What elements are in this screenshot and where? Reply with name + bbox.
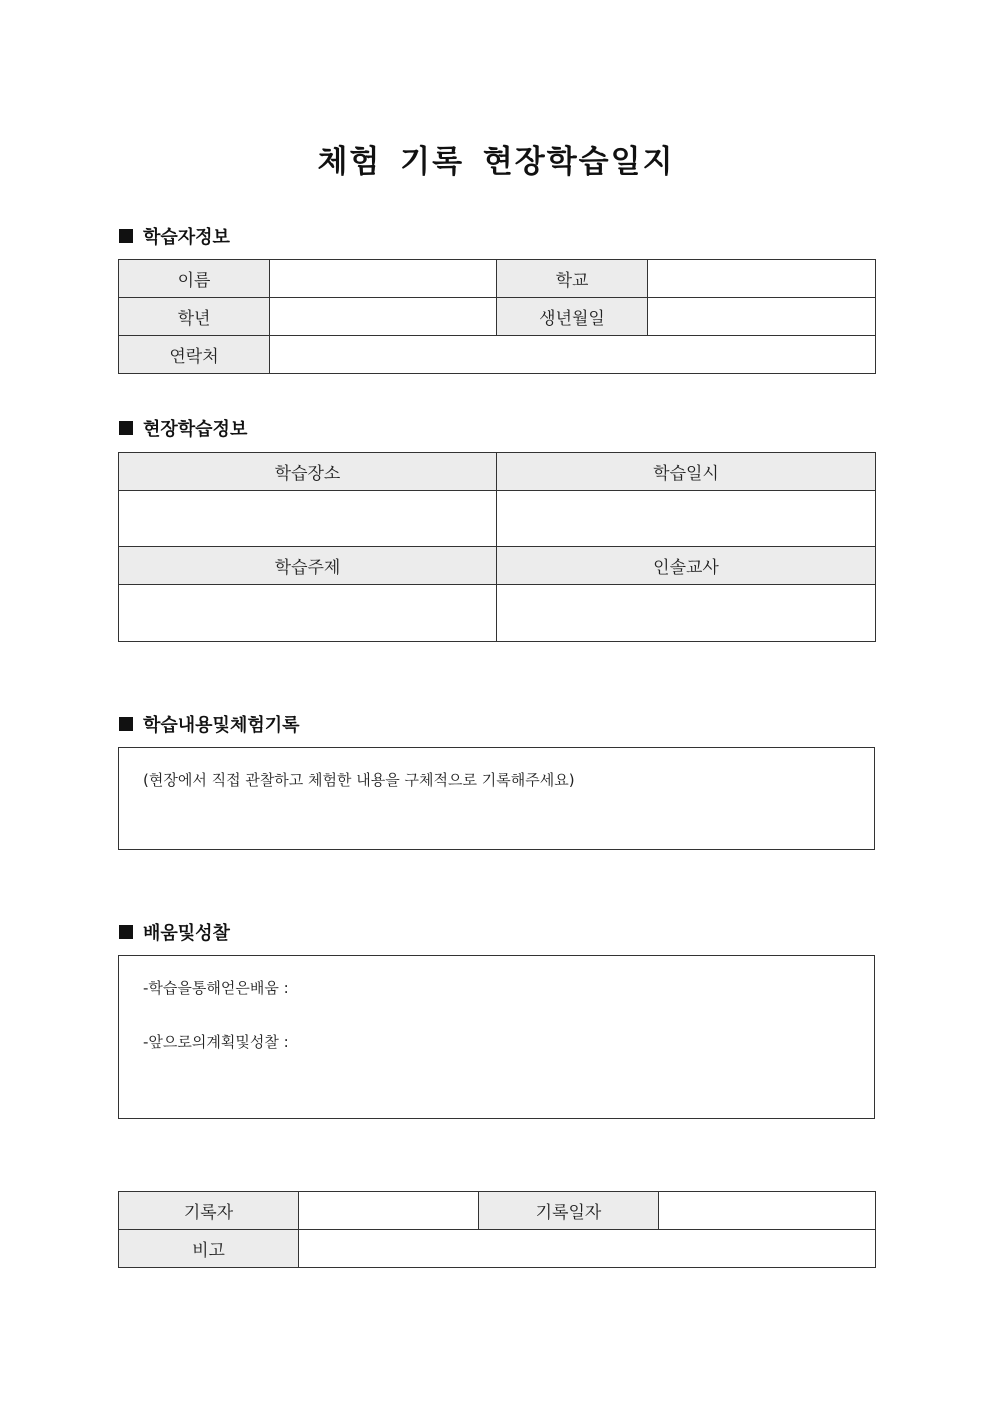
- field-info-heading-text: 현장학습정보: [143, 419, 248, 440]
- reflection-heading-text: 배움및성찰: [143, 923, 230, 944]
- place-label: 학습장소: [119, 453, 497, 491]
- school-field[interactable]: [648, 260, 876, 298]
- reflection-heading: [119, 919, 230, 945]
- topic-label: 학습주제: [119, 547, 497, 585]
- birthdate-field[interactable]: [648, 298, 876, 336]
- school-label: 학교: [497, 260, 648, 298]
- field-info-table: [118, 452, 876, 642]
- teacher-label: 인솔교사: [497, 547, 876, 585]
- teacher-field[interactable]: [497, 585, 876, 642]
- remarks-field[interactable]: [299, 1230, 876, 1268]
- field-info-heading: [119, 415, 247, 441]
- name-label: 이름: [119, 260, 270, 298]
- plan-prompt: -앞으로의계획및성찰 :: [143, 1033, 289, 1051]
- footer-table: [118, 1191, 876, 1268]
- learner-info-heading-text: 학습자정보: [143, 227, 230, 248]
- grade-field[interactable]: [270, 298, 497, 336]
- contact-field[interactable]: [270, 336, 876, 374]
- name-field[interactable]: [270, 260, 497, 298]
- document-title: 체험 기록 현장학습일지: [317, 144, 675, 180]
- recorder-label: 기록자: [119, 1192, 299, 1230]
- content-record-heading-text: 학습내용및체험기록: [143, 715, 300, 736]
- record-date-label: 기록일자: [479, 1192, 659, 1230]
- place-field[interactable]: [119, 491, 497, 547]
- birthdate-label: 생년월일: [497, 298, 648, 336]
- datetime-label: 학습일시: [497, 453, 876, 491]
- black-square-icon: [119, 229, 133, 243]
- recorder-field[interactable]: [299, 1192, 479, 1230]
- learned-prompt: -학습을통해얻은배움 :: [143, 979, 289, 997]
- content-record-guide: (현장에서 직접 관찰하고 체험한 내용을 구체적으로 기록해주세요): [143, 771, 575, 789]
- black-square-icon: [119, 717, 133, 731]
- learner-info-heading: [119, 223, 230, 249]
- topic-field[interactable]: [119, 585, 497, 642]
- datetime-field[interactable]: [497, 491, 876, 547]
- reflection-box[interactable]: [118, 955, 875, 1119]
- remarks-label: 비고: [119, 1230, 299, 1268]
- black-square-icon: [119, 421, 133, 435]
- content-record-box[interactable]: [118, 747, 875, 850]
- content-record-heading: [119, 711, 300, 737]
- contact-label: 연락처: [119, 336, 270, 374]
- black-square-icon: [119, 925, 133, 939]
- learner-info-table: [118, 259, 876, 374]
- grade-label: 학년: [119, 298, 270, 336]
- record-date-field[interactable]: [659, 1192, 876, 1230]
